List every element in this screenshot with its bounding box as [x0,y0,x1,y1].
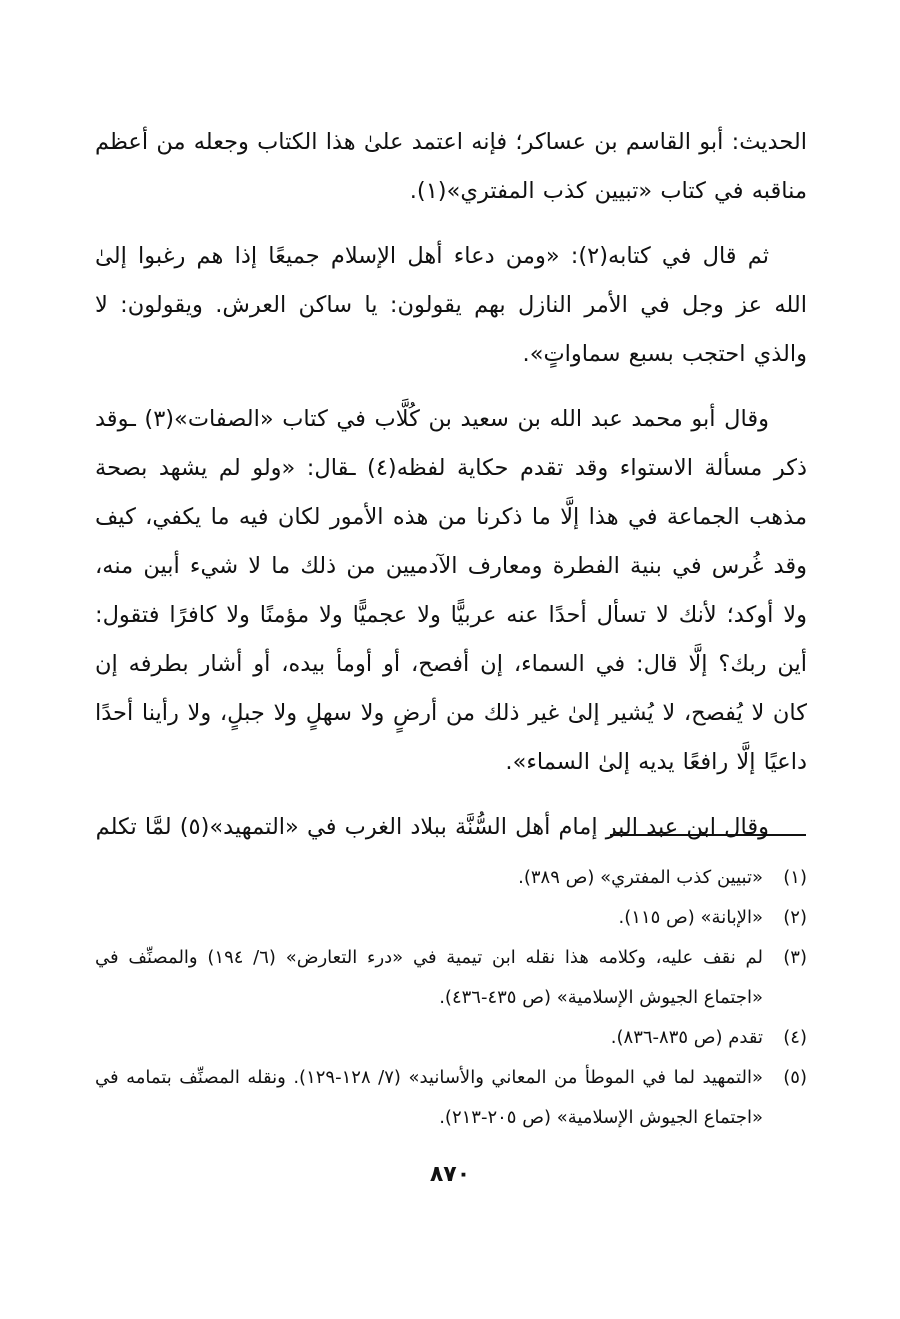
paragraph-1: الحديث: أبو القاسم بن عساكر؛ فإنه اعتمد علىٰ هذا الكتاب وجعله من أعظم مناقبه في كتاب «تبيين كذب المفتري»(١). [95,129,807,204]
footnote-number: (١) [783,867,807,888]
footnote-text: «تبيين كذب المفتري» (ص ٣٨٩). [518,867,763,888]
paragraph-2: ثم قال في كتابه(٢): «ومن دعاء أهل الإسلام جميعًا إذا هم رغبوا إلىٰ الله عز وجل في الأمر النازل بهم يقولون: يا ساكن العرش. ويقولون: لا والذي احتجب بسبع سماواتٍ». [95,243,807,367]
footnotes-list [95,858,807,1138]
footnote-2 [95,898,807,938]
main-text [95,118,807,868]
footnote-number: (٣) [783,947,807,968]
footnote-number: (٤) [783,1027,807,1048]
footnote-text: «الإبانة» (ص ١١٥). [618,907,763,928]
footnote-number: (٢) [783,907,807,928]
footnote-5 [95,1058,807,1138]
footnote-text: تقدم (ص ٨٣٥-٨٣٦). [610,1027,763,1048]
footnote-number: (٥) [783,1067,807,1088]
footnote-4 [95,1018,807,1058]
footnote-text: لم نقف عليه، وكلامه هذا نقله ابن تيمية في «درء التعارض» (٦/ ١٩٤) والمصنِّف في «اجتماع الجيوش الإسلامية» (ص ٤٣٥-٤٣٦). [95,947,763,1008]
footnote-3 [95,938,807,1018]
footnote-1 [95,858,807,898]
footnote-separator [610,834,806,836]
paragraph-3: وقال أبو محمد عبد الله بن سعيد بن كُلَّاب في كتاب «الصفات»(٣) ـوقد ذكر مسألة الاستواء وقد تقدم حكاية لفظه(٤) ـقال: «ولو لم يشهد بصحة مذهب الجماعة في هذا إلَّا ما ذكرنا من هذه الأمور لكان فيه ما يكفي، كيف وقد غُرس في بنية الفطرة ومعارف الآدميين من ذلك ما لا شيء أبين منه، ولا أوكد؛ لأنك لا تسأل أحدًا عنه عربيًّا ولا عجميًّا ولا مؤمنًا ولا كافرًا فتقول: أين ربك؟ إلَّا قال: في السماء، إن أفصح، أو أومأ بيده، أو أشار بطرفه إن كان لا يُفصح، لا يُشير إلىٰ غير ذلك من أرضٍ ولا سهلٍ ولا جبلٍ، ولا رأينا أحدًا داعيًا إلَّا رافعًا يديه إلىٰ السماء». [95,406,807,775]
page-number: ٨٧٠ [429,1162,471,1187]
footnote-text: «التمهيد لما في الموطأ من المعاني والأسانيد» (٧/ ١٢٨-١٢٩). ونقله المصنِّف بتمامه في «اجتماع الجيوش الإسلامية» (ص ٢٠٥-٢١٣). [95,1067,763,1128]
paragraph-4: وقال ابن عبد البر إمام أهل السُّنَّة ببلاد الغرب في «التمهيد»(٥) لمَّا تكلم [95,814,769,840]
